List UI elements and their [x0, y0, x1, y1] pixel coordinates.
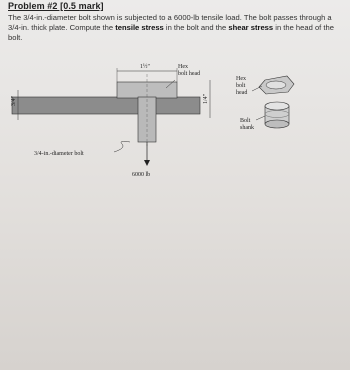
side-view-drawing: [236, 76, 294, 131]
statement-part-3: in the head of the bolt.: [8, 23, 334, 42]
statement-part-1: The 3/4-in.-diameter bolt shown is subjected to a 6000-lb tensile load. The bolt passes through a 3/4-in. thick plate. Compute the: [8, 13, 332, 32]
bolt-shank-leader: [256, 116, 265, 120]
bolt-shank-label-2: shank: [240, 125, 254, 131]
statement-bold-tensile: tensile stress: [115, 23, 164, 32]
problem-title: Problem #2 [0.5 mark]: [8, 1, 104, 11]
side-hex-label-3: head: [236, 90, 248, 96]
shank-cylinder-top: [265, 102, 289, 110]
plate: [12, 97, 200, 114]
side-hex-label-1: Hex: [236, 76, 246, 82]
side-hex-label-2: bolt: [236, 83, 246, 89]
load-label: 6000 lb: [132, 172, 151, 178]
hex-nut-hole: [266, 81, 286, 89]
head-height-label: 1/4": [203, 93, 209, 104]
bolt-diameter-leader: [114, 141, 130, 152]
bolt-shank-label-1: Bolt: [240, 118, 251, 124]
load-arrow-head: [144, 160, 150, 166]
cross-section-drawing: [11, 63, 210, 178]
hex-label-2: bolt head: [178, 71, 201, 77]
statement-part-2: in the bolt and the: [163, 23, 229, 32]
hex-label-1: Hex: [178, 64, 188, 70]
plate-thickness-label: 3/4": [11, 95, 17, 106]
statement-bold-shear: shear stress: [228, 23, 274, 32]
bolt-diameter-label: 3/4-in.-diameter bolt: [34, 151, 84, 157]
head-width-label: 1½": [140, 64, 150, 70]
shank-cylinder-bottom: [265, 120, 289, 128]
